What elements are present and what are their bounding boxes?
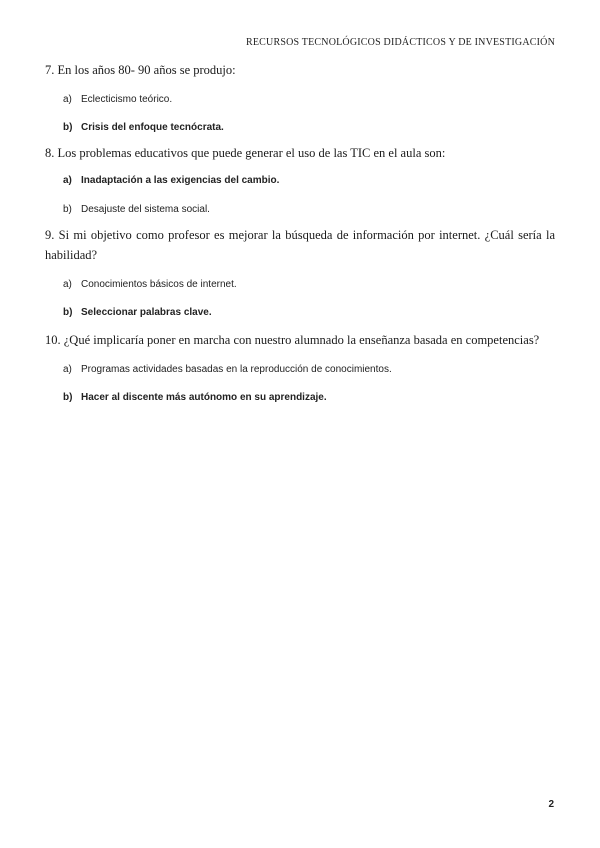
option-text: Programas actividades basadas en la reproducción de conocimientos. — [81, 364, 392, 375]
option-letter: a) — [63, 175, 72, 186]
option-letter: a) — [63, 364, 72, 375]
option-letter: a) — [63, 279, 72, 290]
question-7-options — [45, 94, 555, 133]
running-header: RECURSOS TECNOLÓGICOS DIDÁCTICOS Y DE INVESTIGACIÓN — [245, 37, 555, 48]
question-9-option-a — [45, 279, 555, 290]
question-10-option-a — [45, 364, 555, 375]
question-7-option-b — [45, 122, 555, 133]
question-8-options — [45, 175, 555, 215]
question-10-option-b — [45, 392, 555, 403]
option-text: Conocimientos básicos de internet. — [81, 279, 237, 290]
question-9-option-b — [45, 307, 555, 318]
question-7-option-a — [45, 94, 555, 105]
option-letter: b) — [63, 204, 72, 215]
question-9: 9. Si mi objetivo como profesor es mejorar la búsqueda de información por internet. ¿Cuál sería la habilidad? — [45, 228, 555, 262]
option-text: Seleccionar palabras clave. — [81, 307, 212, 318]
question-8-option-b — [45, 204, 555, 215]
question-8-option-a — [45, 175, 555, 186]
question-7: 7. En los años 80- 90 años se produjo: — [45, 63, 236, 77]
question-10: 10. ¿Qué implicaría poner en marcha con nuestro alumnado la enseñanza basada en competencias? — [45, 333, 540, 347]
option-text: Crisis del enfoque tecnócrata. — [81, 122, 224, 133]
question-10-options — [45, 364, 555, 403]
option-letter: a) — [63, 94, 72, 105]
option-letter: b) — [63, 122, 73, 133]
option-text: Desajuste del sistema social. — [81, 204, 210, 215]
document-body — [45, 60, 555, 403]
question-8: 8. Los problemas educativos que puede generar el uso de las TIC en el aula son: — [45, 146, 446, 160]
page-number: 2 — [548, 799, 554, 810]
option-text: Hacer al discente más autónomo en su aprendizaje. — [81, 392, 327, 403]
option-text: Inadaptación a las exigencias del cambio. — [81, 175, 280, 186]
option-letter: b) — [63, 392, 73, 403]
option-letter: b) — [63, 307, 73, 318]
question-9-options — [45, 279, 555, 318]
option-text: Eclecticismo teórico. — [81, 94, 173, 105]
